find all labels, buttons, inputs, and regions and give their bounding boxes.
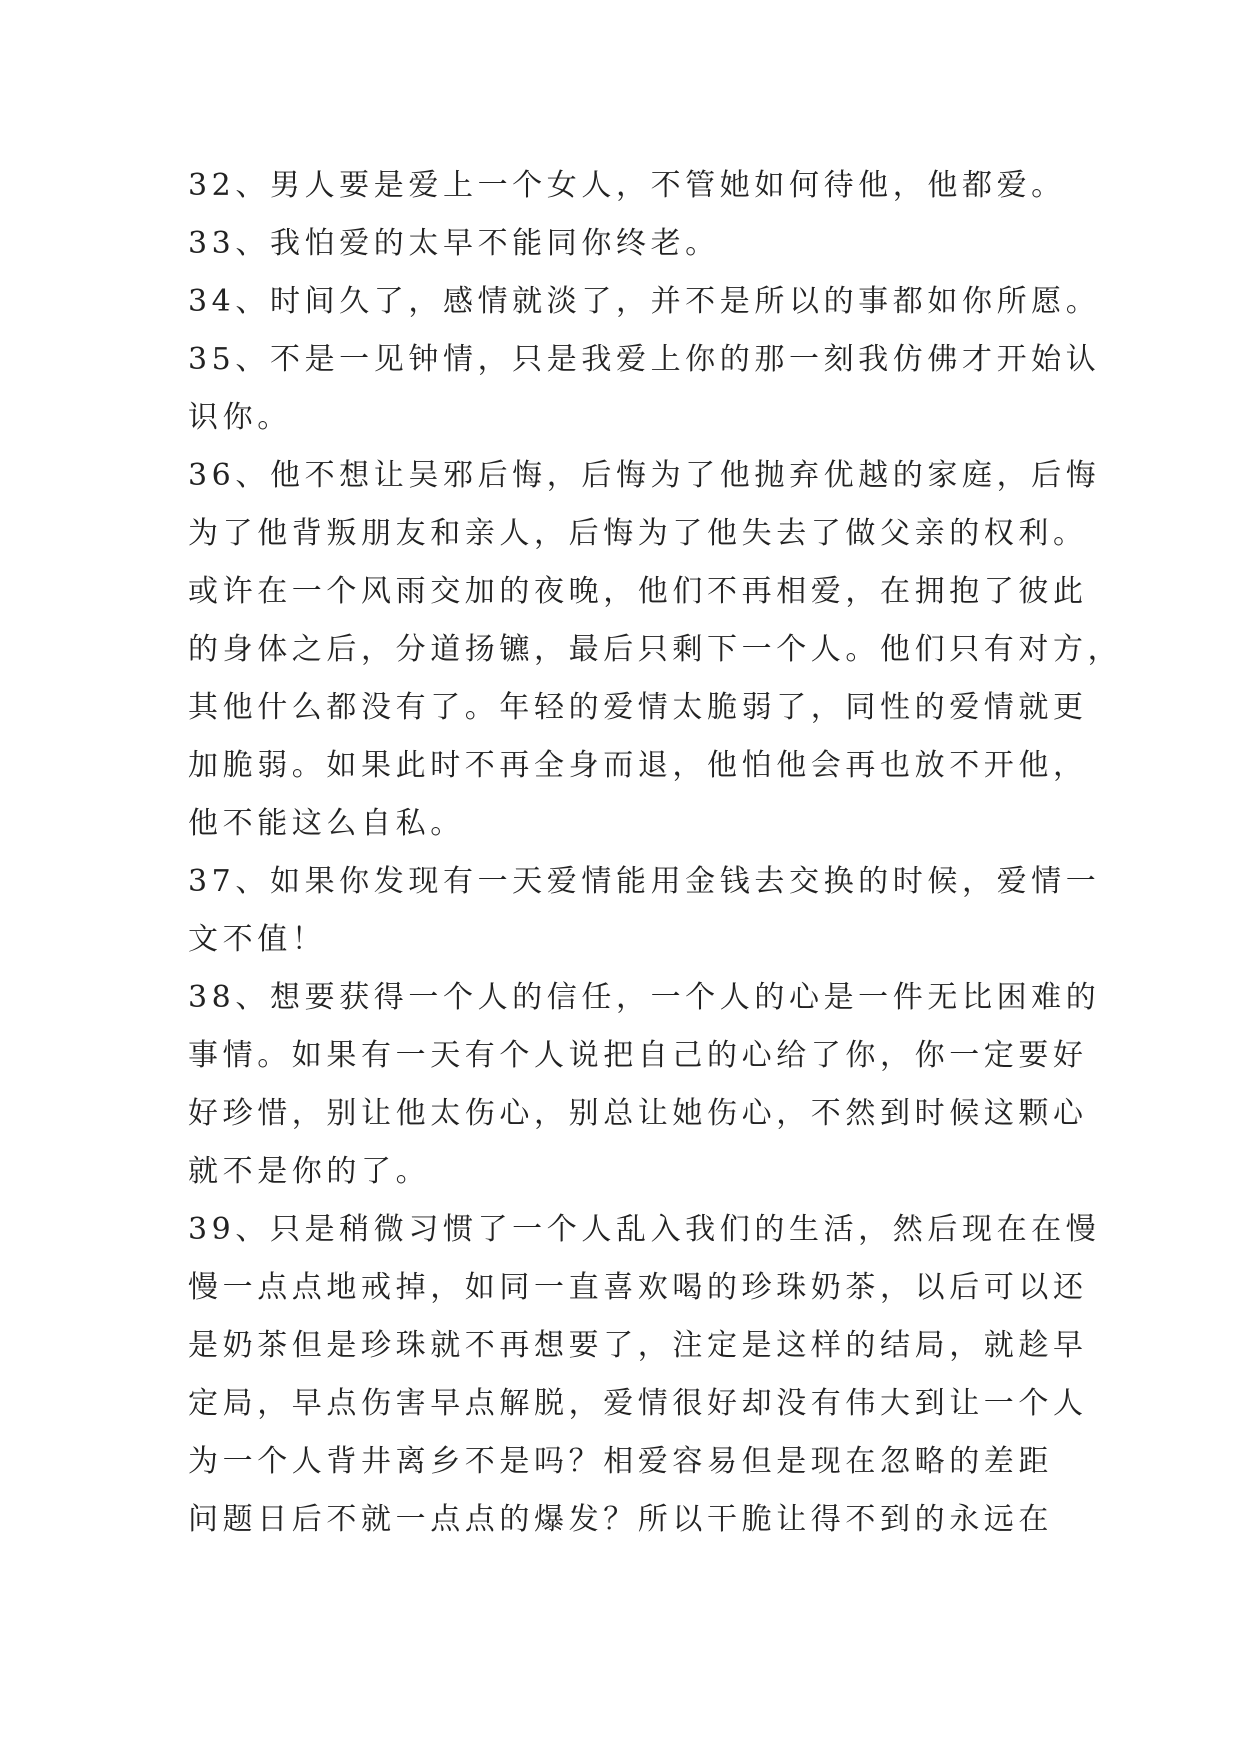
text-line: 就不是你的了。: [188, 1154, 431, 1189]
text-line: 是奶茶但是珍珠就不再想要了，注定是这样的结局，就趁早: [188, 1328, 1088, 1363]
text-line: 38、想要获得一个人的信任，一个人的心是一件无比困难的: [188, 980, 1101, 1015]
text-line: 识你。: [188, 400, 292, 435]
text-line: 文不值！: [188, 922, 327, 957]
text-line: 32、男人要是爱上一个女人，不管她如何待他，他都爱。: [188, 168, 1066, 203]
text-line: 或许在一个风雨交加的夜晚，他们不再相爱，在拥抱了彼此: [188, 574, 1088, 609]
text-line: 36、他不想让吴邪后悔，后悔为了他抛弃优越的家庭，后悔: [188, 458, 1101, 493]
text-line: 其他什么都没有了。年轻的爱情太脆弱了，同性的爱情就更: [188, 690, 1088, 725]
text-line: 的身体之后，分道扬镳，最后只剩下一个人。他们只有对方，: [188, 632, 1123, 667]
text-line: 慢一点点地戒掉，如同一直喜欢喝的珍珠奶茶，以后可以还: [188, 1270, 1088, 1305]
text-line: 39、只是稍微习惯了一个人乱入我们的生活，然后现在在慢: [188, 1212, 1101, 1247]
text-line: 加脆弱。如果此时不再全身而退，他怕他会再也放不开他，: [188, 748, 1088, 783]
text-line: 33、我怕爱的太早不能同你终老。: [188, 226, 720, 261]
text-line: 34、时间久了，感情就淡了，并不是所以的事都如你所愿。: [188, 284, 1101, 319]
text-line: 35、不是一见钟情，只是我爱上你的那一刻我仿佛才开始认: [188, 342, 1101, 377]
text-line: 事情。如果有一天有个人说把自己的心给了你，你一定要好: [188, 1038, 1088, 1073]
text-line: 为了他背叛朋友和亲人，后悔为了他失去了做父亲的权利。: [188, 516, 1088, 551]
text-line: 定局，早点伤害早点解脱，爱情很好却没有伟大到让一个人: [188, 1386, 1088, 1421]
text-line: 他不能这么自私。: [188, 806, 465, 841]
text-line: 问题日后不就一点点的爆发？所以干脆让得不到的永远在: [188, 1502, 1053, 1537]
text-line: 好珍惜，别让他太伤心，别总让她伤心，不然到时候这颗心: [188, 1096, 1088, 1131]
text-line: 37、如果你发现有一天爱情能用金钱去交换的时候，爱情一: [188, 864, 1101, 899]
text-line: 为一个人背井离乡不是吗？相爱容易但是现在忽略的差距: [188, 1444, 1053, 1479]
